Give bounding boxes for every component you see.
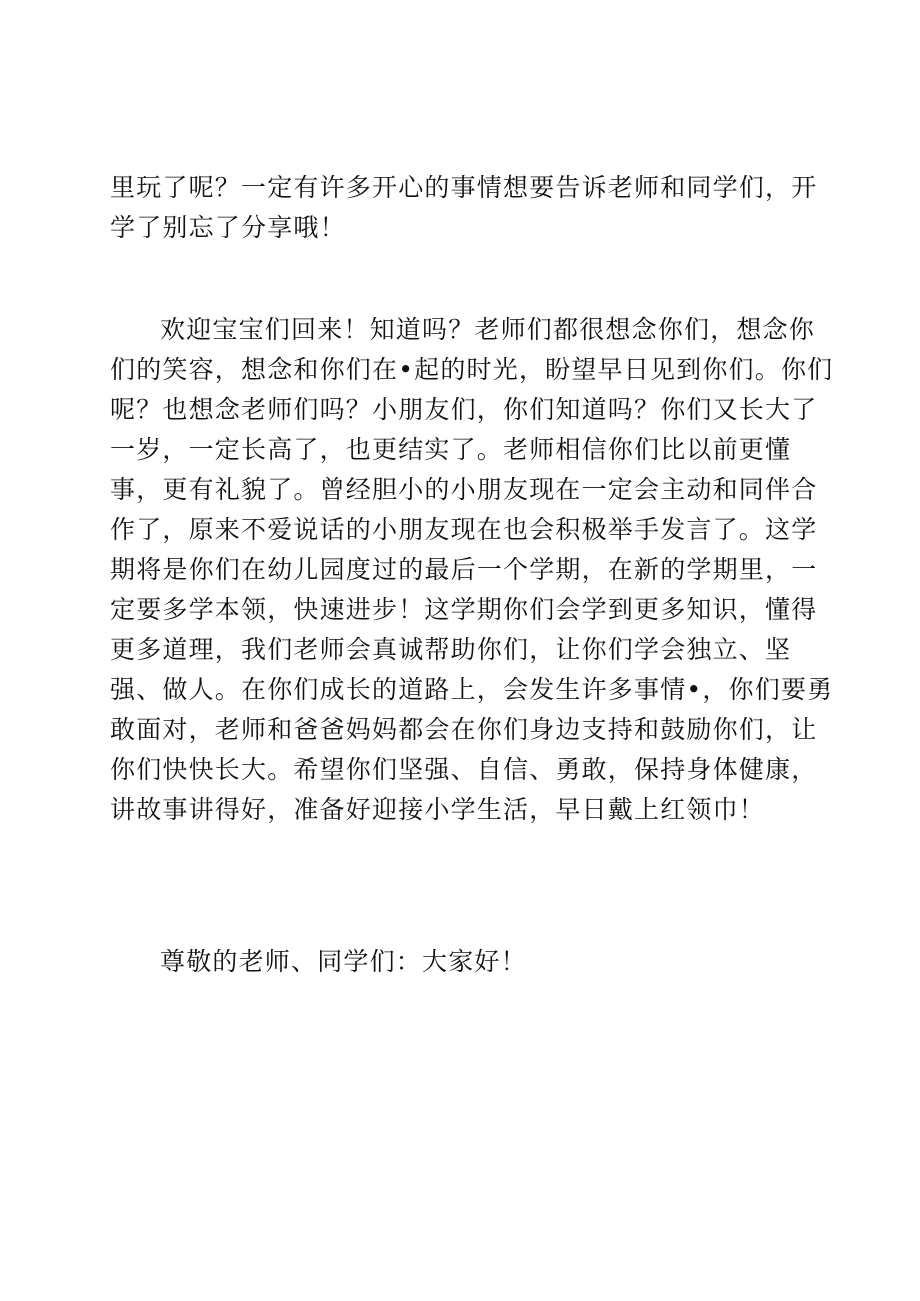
paragraph-welcome-back: 欢迎宝宝们回来！知道吗？老师们都很想念你们，想念你们的笑容，想念和你们在•起的时光，盼望早日见到你们。你们呢？也想念老师们吗？小朋友们，你们知道吗？你们又长大了一岁，一定长高了，也更结实了。老师相信你们比以前更懂事，更有礼貌了。曾经胆小的小朋友现在一定会主动和同伴合作了，原来不爱说话的小朋友现在也会积极举手发言了。这学期将是你们在幼儿园度过的最后一个学期，在新的学期里，一定要多学本领，快速进步！这学期你们会学到更多知识，懂得更多道理，我们老师会真诚帮助你们，让你们学会独立、坚强、做人。在你们成长的道路上，会发生许多事情•，你们要勇敢面对，老师和爸爸妈妈都会在你们身边支持和鼓励你们，让你们快快长大。希望你们坚强、自信、勇敢，保持身体健康，讲故事讲得好，准备好迎接小学生活，早日戴上红领巾！ (110, 315, 834, 824)
paragraph-greeting: 尊敬的老师、同学们：大家好！ (160, 947, 527, 976)
paragraph-continuation: 里玩了呢？一定有许多开心的事情想要告诉老师和同学们，开学了别忘了分享哦！ (110, 173, 818, 242)
